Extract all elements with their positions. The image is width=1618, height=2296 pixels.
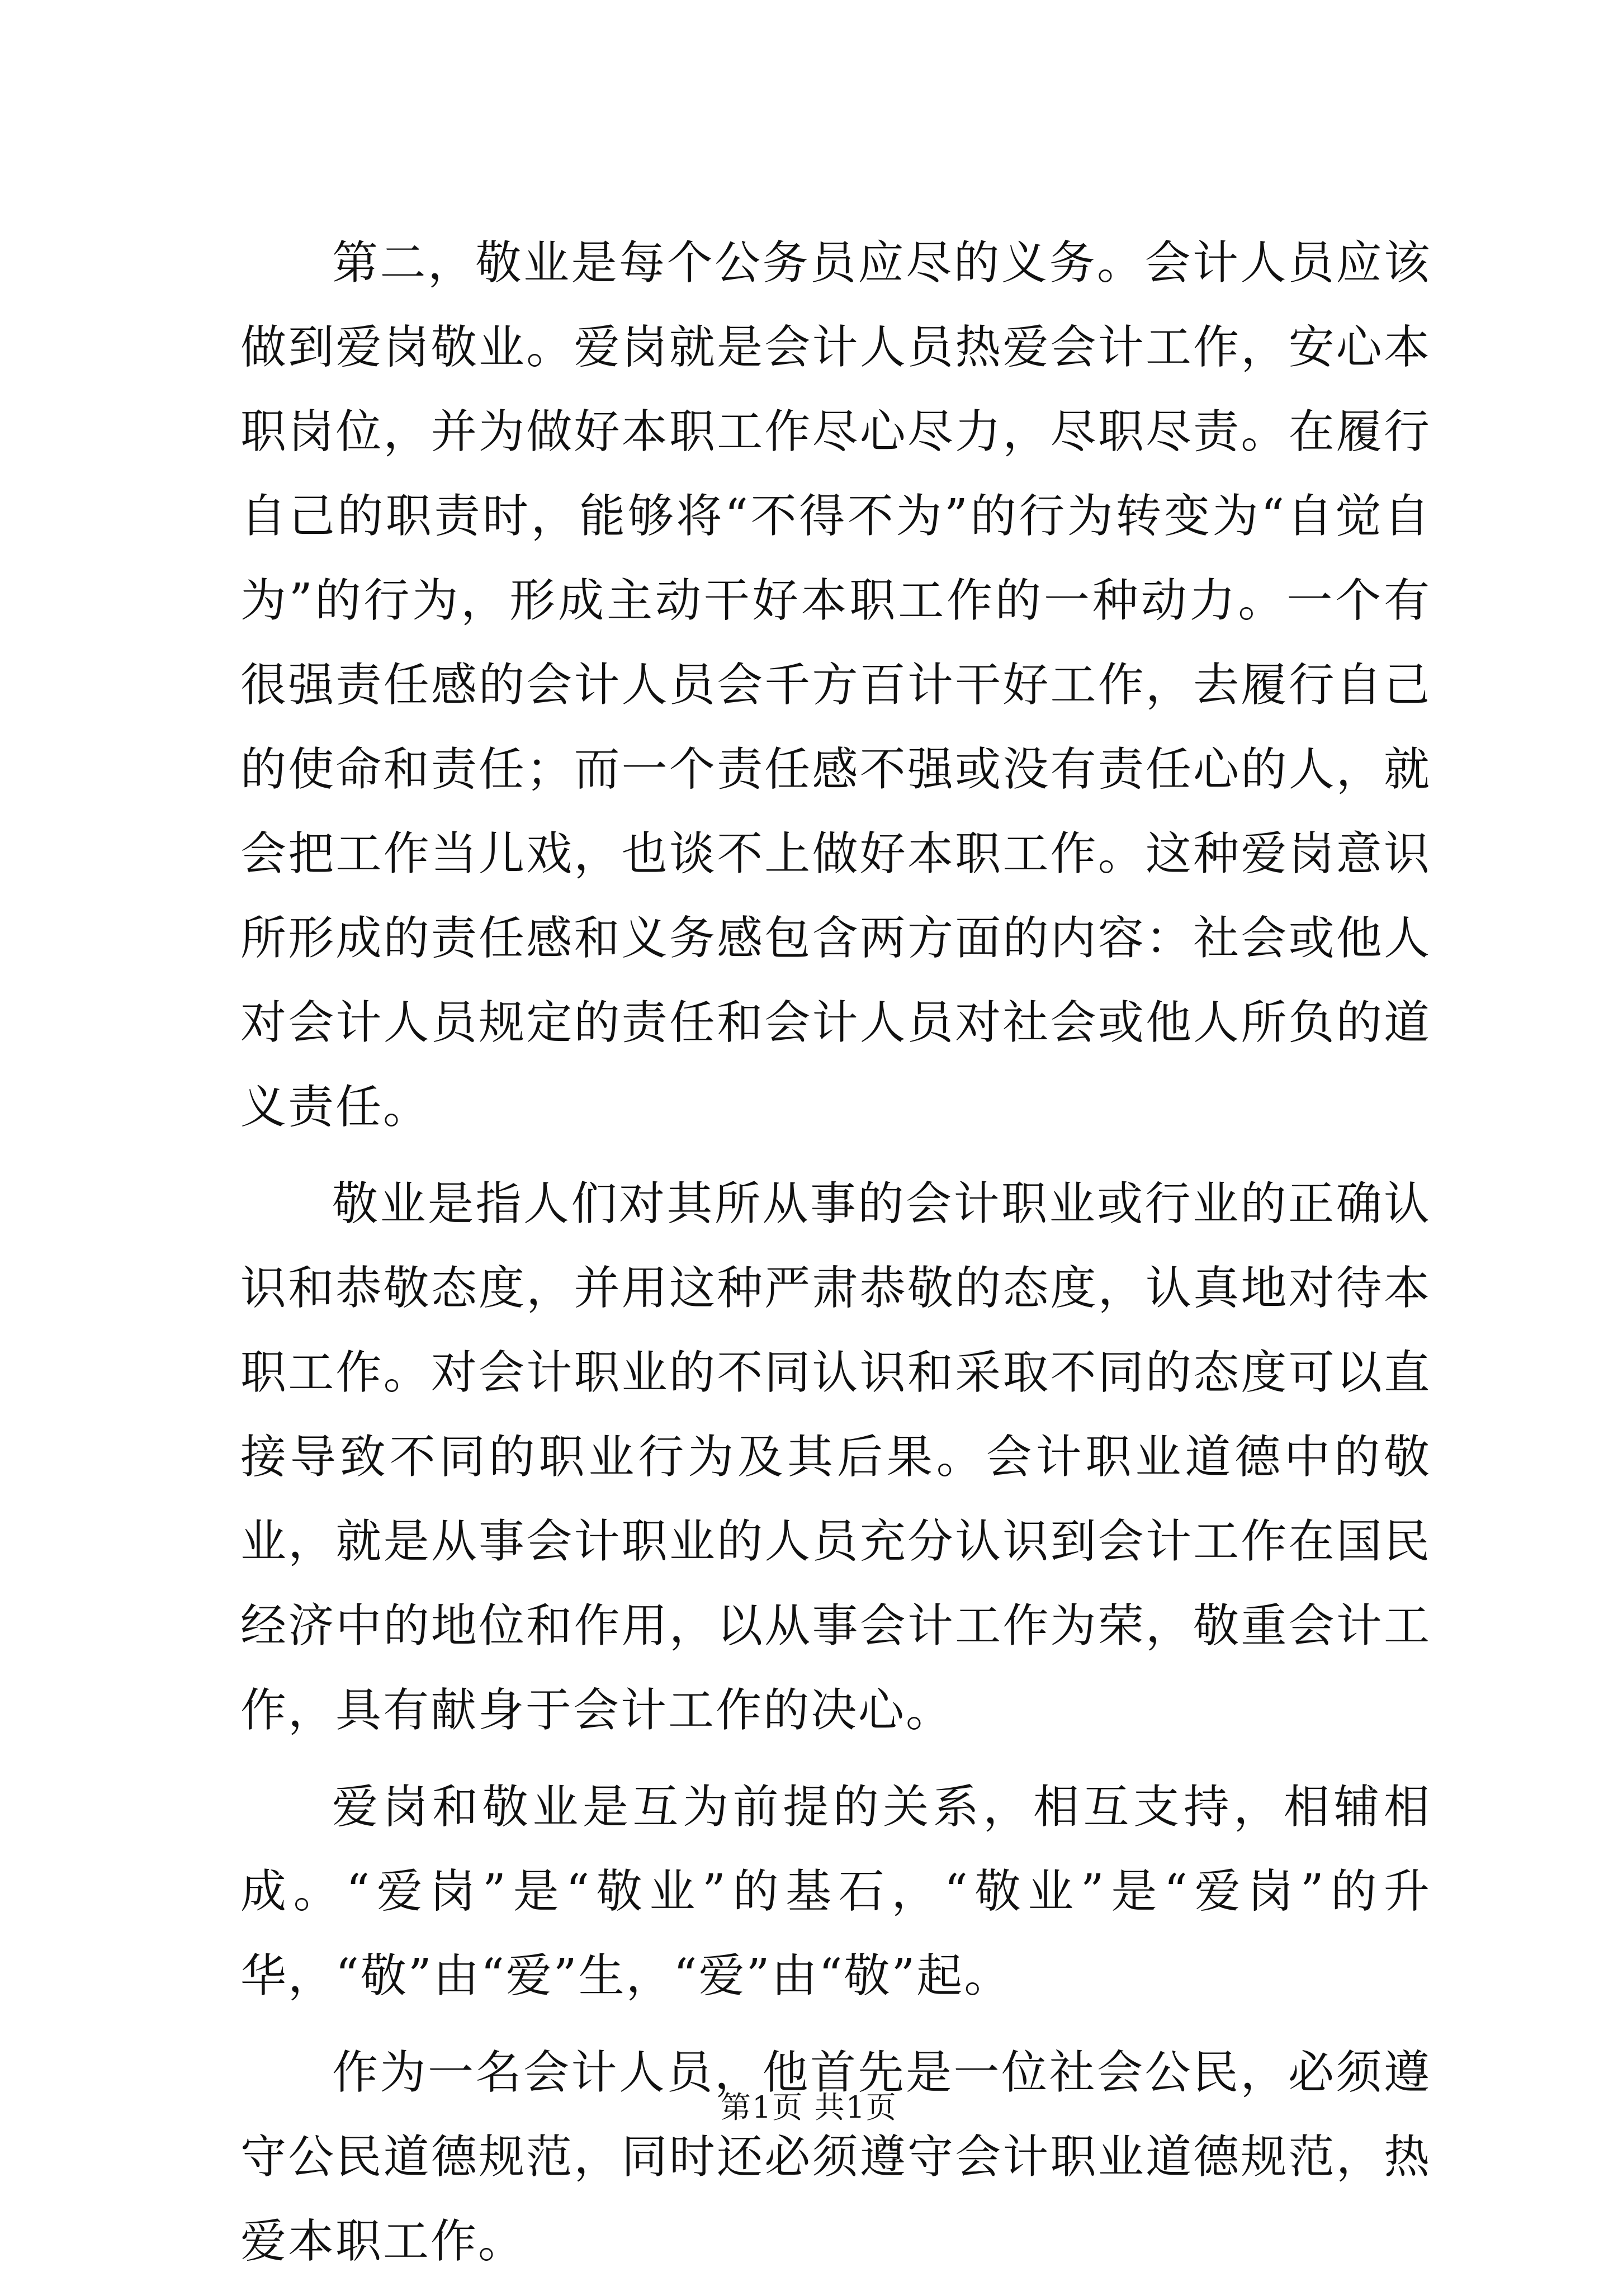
page-number-footer: 第1页 共1页 <box>721 2090 897 2125</box>
paragraph-2: 敬业是指人们对其所从事的会计职业或行业的正确认识和恭敬态度，并用这种严肃恭敬的态度，认真地对待本职工作。对会计职业的不同认识和采取不同的态度可以直接导致不同的职业行为及其后果。会计职业道德中的敬业，就是从事会计职业的人员充分认识到会计工作在国民经济中的地位和作用，以从事会计工作为荣，敬重会计工作，具有献身于会计工作的决心。 <box>240 1177 1431 1737</box>
paragraph-3: 爱岗和敬业是互为前提的关系，相互支持，相辅相成。“爱岗”是“敬业”的基石，“敬业”是“爱岗”的升华，“敬”由“爱”生，“爱”由“敬”起。 <box>240 1781 1431 2003</box>
document-body <box>240 221 1431 2296</box>
paragraph-4: 作为一名会计人员，他首先是一位社会公民，必须遵守公民道德规范，同时还必须遵守会计职业道德规范，热爱本职工作。 <box>240 2046 1431 2268</box>
paragraph-1: 第二，敬业是每个公务员应尽的义务。会计人员应该做到爱岗敬业。爱岗就是会计人员热爱会计工作，安心本职岗位，并为做好本职工作尽心尽力，尽职尽责。在履行自己的职责时，能够将“不得不为”的行为转变为“自觉自为”的行为，形成主动干好本职工作的一种动力。一个有很强责任感的会计人员会千方百计干好工作，去履行自己的使命和责任；而一个责任感不强或没有责任心的人，就会把工作当儿戏，也谈不上做好本职工作。这种爱岗意识所形成的责任感和义务感包含两方面的内容：社会或他人对会计人员规定的责任和会计人员对社会或他人所负的道义责任。 <box>240 236 1431 1134</box>
